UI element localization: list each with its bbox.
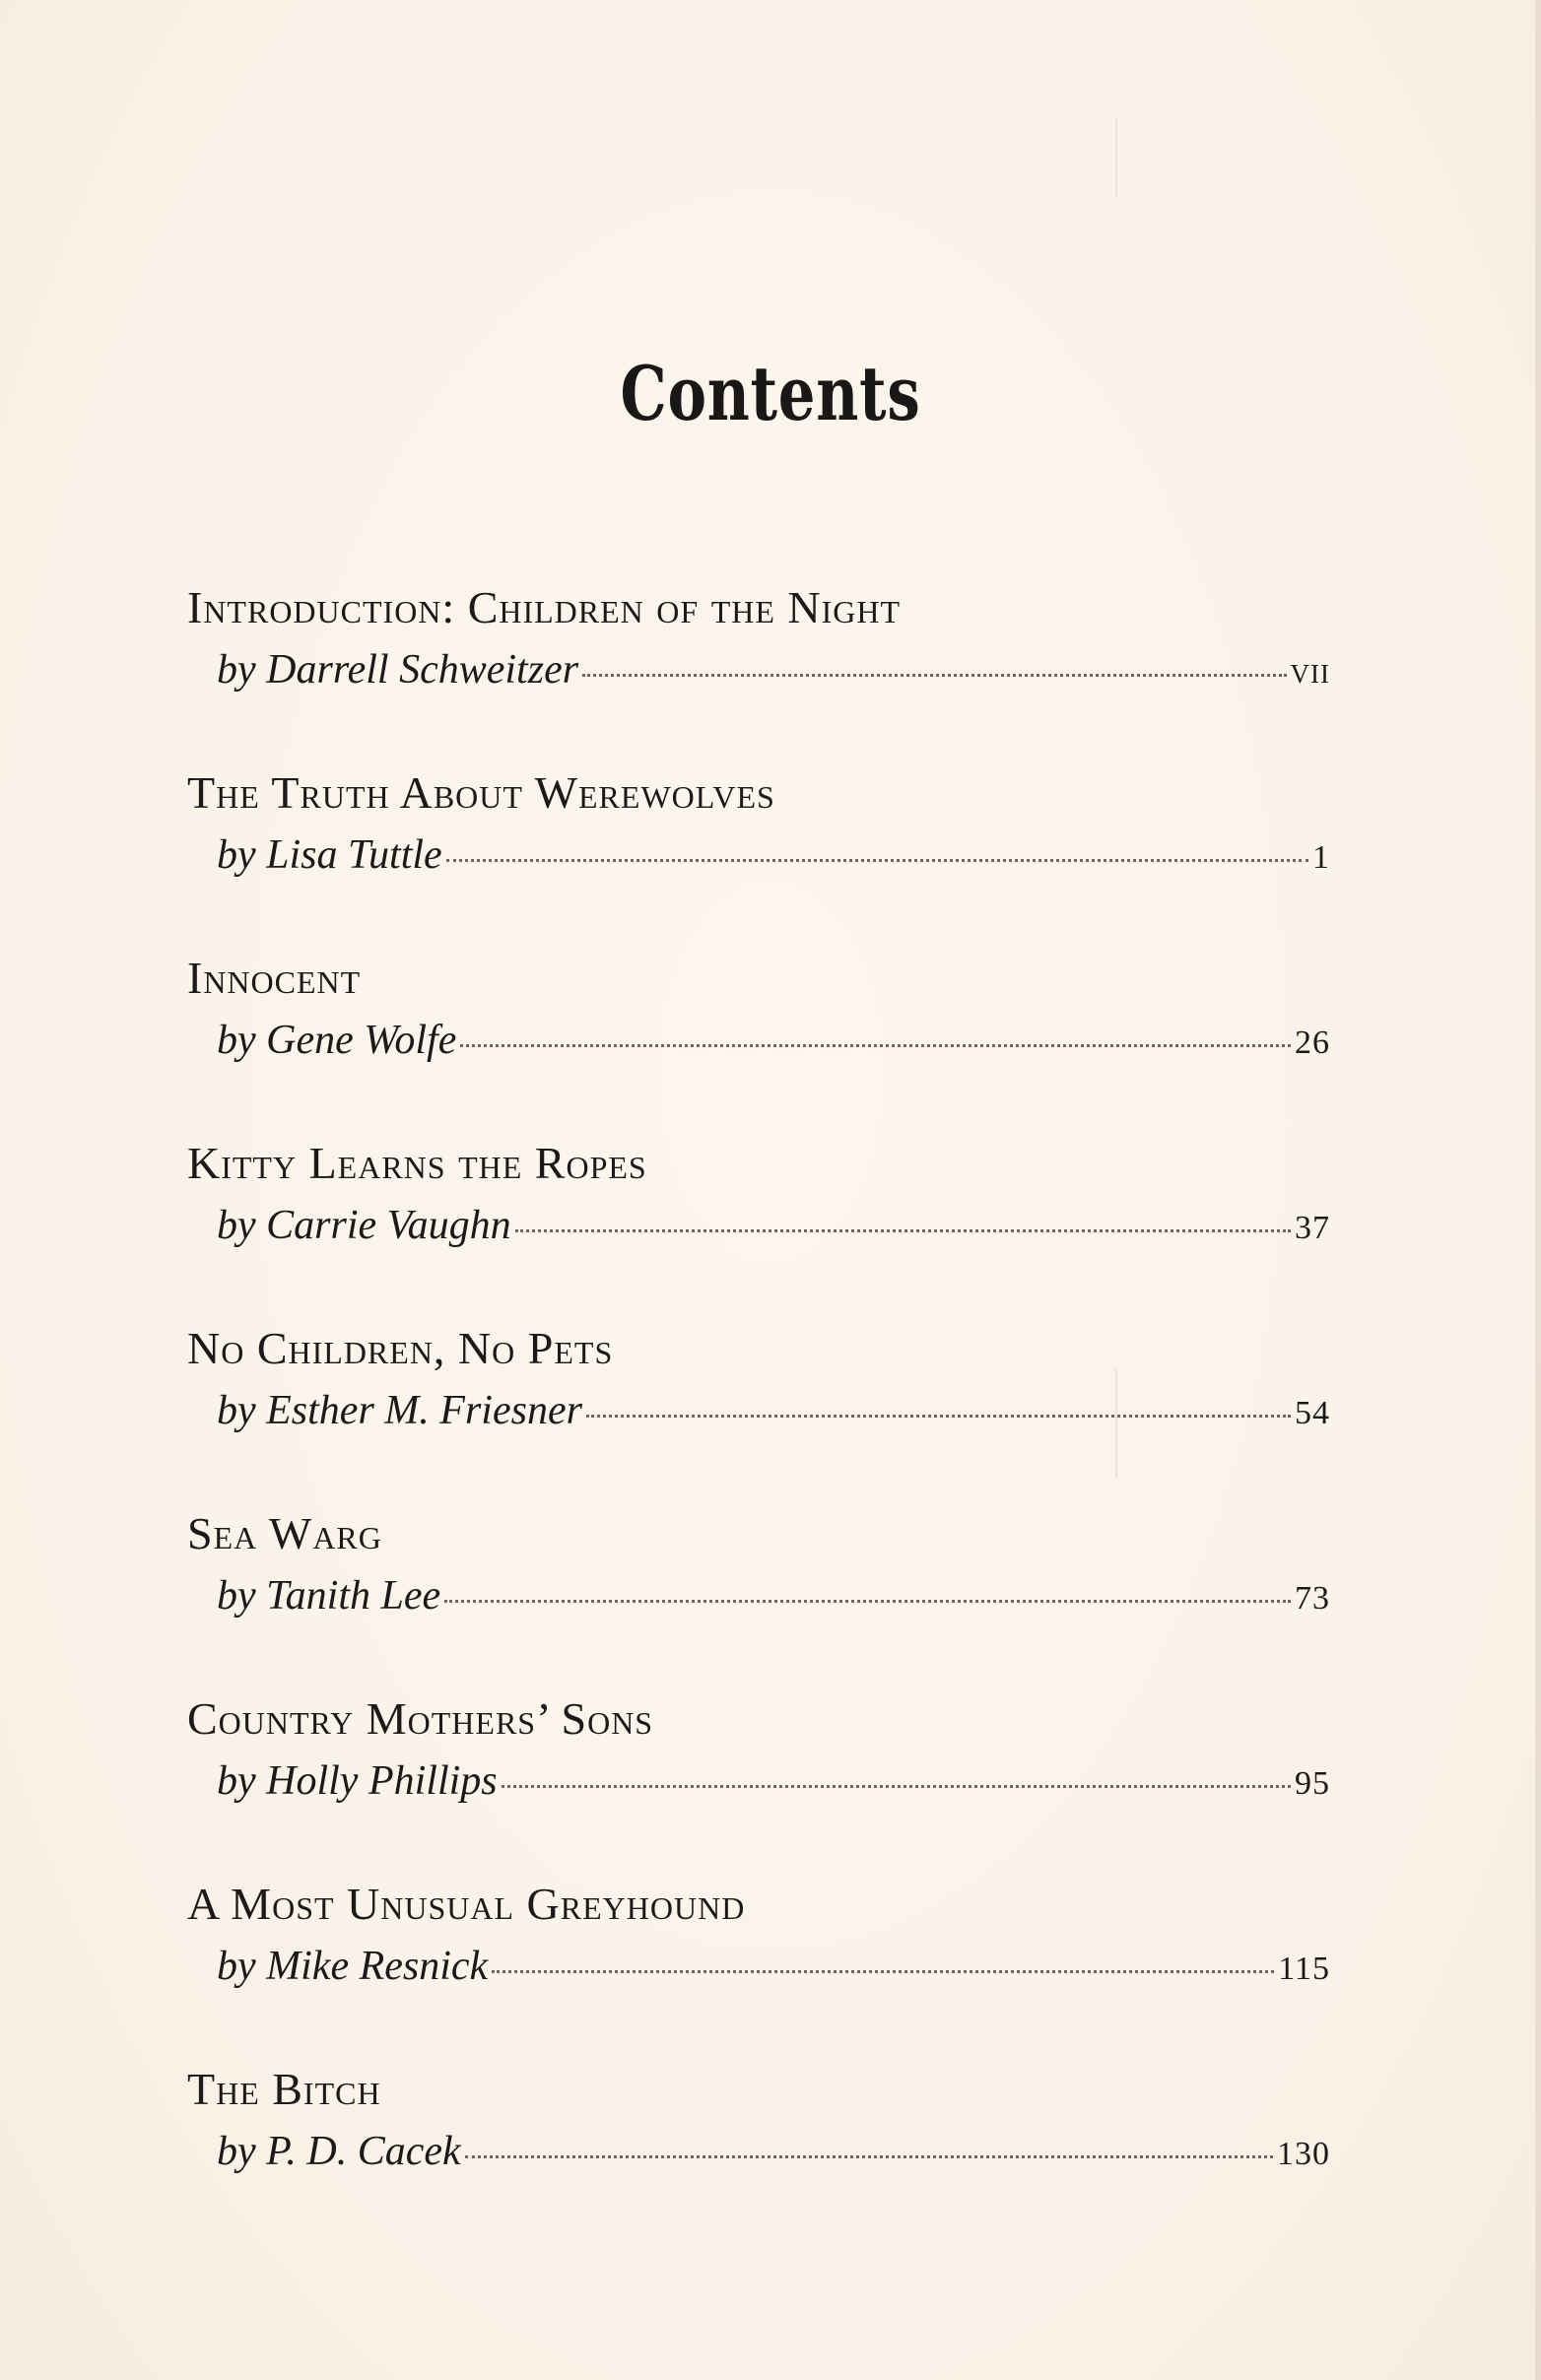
dot-leader bbox=[460, 1044, 1291, 1047]
story-author: by Gene Wolfe bbox=[217, 1018, 457, 1063]
author-line bbox=[217, 1943, 1330, 1990]
author-line bbox=[217, 1572, 1330, 1620]
story-author: by Mike Resnick bbox=[217, 1944, 489, 1989]
story-author: by Carrie Vaughn bbox=[217, 1203, 511, 1248]
dot-leader bbox=[446, 859, 1308, 862]
table-of-contents bbox=[187, 581, 1330, 2248]
dot-leader bbox=[465, 2155, 1273, 2158]
story-author: by Holly Phillips bbox=[217, 1758, 498, 1804]
dot-leader bbox=[492, 1970, 1274, 1973]
scan-artifact bbox=[1115, 118, 1117, 197]
author-line bbox=[217, 2128, 1330, 2175]
page-number: 1 bbox=[1312, 839, 1330, 876]
toc-entry bbox=[187, 952, 1330, 1137]
author-line bbox=[217, 1017, 1330, 1064]
author-line bbox=[217, 1757, 1330, 1805]
dot-leader bbox=[502, 1785, 1291, 1788]
toc-entry bbox=[187, 581, 1330, 766]
page-title: Contents bbox=[620, 350, 921, 437]
page-number: 115 bbox=[1278, 1950, 1330, 1987]
story-title: The Bitch bbox=[187, 2064, 381, 2114]
story-title: Sea Warg bbox=[187, 1508, 382, 1558]
author-line bbox=[217, 1202, 1330, 1249]
author-line bbox=[217, 1387, 1330, 1434]
story-title: No Children, No Pets bbox=[187, 1323, 614, 1373]
story-title: Country Mothers’ Sons bbox=[187, 1693, 654, 1744]
story-author: by Darrell Schweitzer bbox=[217, 647, 579, 693]
page-number: 95 bbox=[1295, 1765, 1330, 1802]
toc-entry bbox=[187, 1878, 1330, 2063]
dot-leader bbox=[515, 1229, 1291, 1232]
toc-entry bbox=[187, 766, 1330, 952]
page-number: 26 bbox=[1295, 1025, 1330, 1061]
page-edge bbox=[1535, 0, 1541, 2380]
toc-entry bbox=[187, 1137, 1330, 1322]
toc-entry bbox=[187, 2063, 1330, 2248]
dot-leader bbox=[444, 1600, 1291, 1603]
story-author: by P. D. Cacek bbox=[217, 2129, 461, 2174]
story-title: Kitty Learns the Ropes bbox=[187, 1138, 647, 1188]
story-author: by Lisa Tuttle bbox=[217, 832, 442, 878]
page-number: 37 bbox=[1295, 1210, 1330, 1246]
dot-leader bbox=[582, 674, 1286, 677]
toc-entry bbox=[187, 1507, 1330, 1692]
story-title: Innocent bbox=[187, 953, 362, 1003]
page-number: 73 bbox=[1295, 1580, 1330, 1617]
story-title: A Most Unusual Greyhound bbox=[187, 1879, 746, 1929]
page-number: 54 bbox=[1295, 1395, 1330, 1431]
story-author: by Esther M. Friesner bbox=[217, 1388, 582, 1433]
author-line bbox=[217, 831, 1330, 879]
dot-leader bbox=[586, 1415, 1291, 1418]
page-number: 130 bbox=[1277, 2136, 1330, 2172]
story-author: by Tanith Lee bbox=[217, 1573, 441, 1619]
story-title: The Truth About Werewolves bbox=[187, 767, 775, 818]
story-title: Introduction: Children of the Night bbox=[187, 582, 902, 632]
toc-entry bbox=[187, 1322, 1330, 1507]
toc-entry bbox=[187, 1692, 1330, 1878]
author-line bbox=[217, 646, 1330, 694]
page-number: vii bbox=[1290, 650, 1330, 692]
